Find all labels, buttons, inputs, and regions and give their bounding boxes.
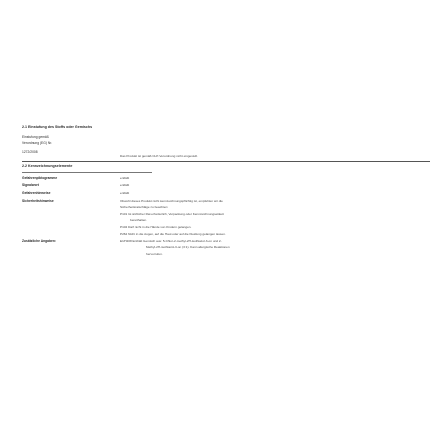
classification-label-line2: Verordnung (EG) Nr. — [22, 141, 53, 145]
additional-info-line: Methyl-2H-isothiazol-3-on (3:1). Kann allergische Reaktionen — [146, 245, 230, 249]
section-divider — [22, 161, 430, 162]
hazard-statements-value: entfällt — [120, 191, 130, 195]
pictograms-label: Gefahrenpiktogramme — [22, 176, 58, 180]
precautionary-line: P102 Darf nicht in die Hände von Kindern gelangen. — [120, 225, 192, 229]
section-2-1-heading: 2.1 Einstufung des Stoffs oder Gemischs — [22, 125, 93, 129]
pictograms-value: entfällt — [120, 176, 130, 180]
heading-underline — [22, 172, 152, 173]
precautionary-statements-label: Sicherheitshinweise — [22, 199, 54, 203]
clp-classification-value: Das Produkt ist gemäß CLP-Verordnung nicht eingestuft. — [120, 154, 198, 158]
signal-word-label: Signalwort — [22, 183, 39, 187]
additional-info-line: EUH208 Enthält Gemisch aus: 5-Chlor-2-methyl-2H-isothiazol-3-on und 2- — [120, 239, 222, 243]
precautionary-line: P101 Ist ärztlicher Rat erforderlich, Verpackung oder Kennzeichnungsetikett — [120, 212, 224, 216]
additional-info-label: Zusätzliche Angaben: — [22, 239, 56, 243]
hazard-statements-label: Gefahrenhinweise — [22, 191, 51, 195]
classification-label-line3: 1272/2008 — [22, 150, 38, 154]
precautionary-line: P262 Nicht in die Augen, auf die Haut oder auf die Kleidung gelangen lassen. — [120, 232, 226, 236]
precautionary-line: Obwohl dieses Produkt nicht kennzeichnungspflichtig ist, empfehlen wir die — [120, 199, 223, 203]
precautionary-line: bereithalten. — [130, 218, 148, 222]
signal-word-value: entfällt — [120, 183, 130, 187]
precautionary-line: Sicherheitsratschläge zu beachten: — [120, 205, 169, 209]
classification-label-line1: Einstufung gemäß — [22, 135, 49, 139]
section-2-2-heading: 2.2 Kennzeichnungselemente — [22, 164, 73, 168]
additional-info-line: hervorrufen. — [146, 252, 163, 256]
